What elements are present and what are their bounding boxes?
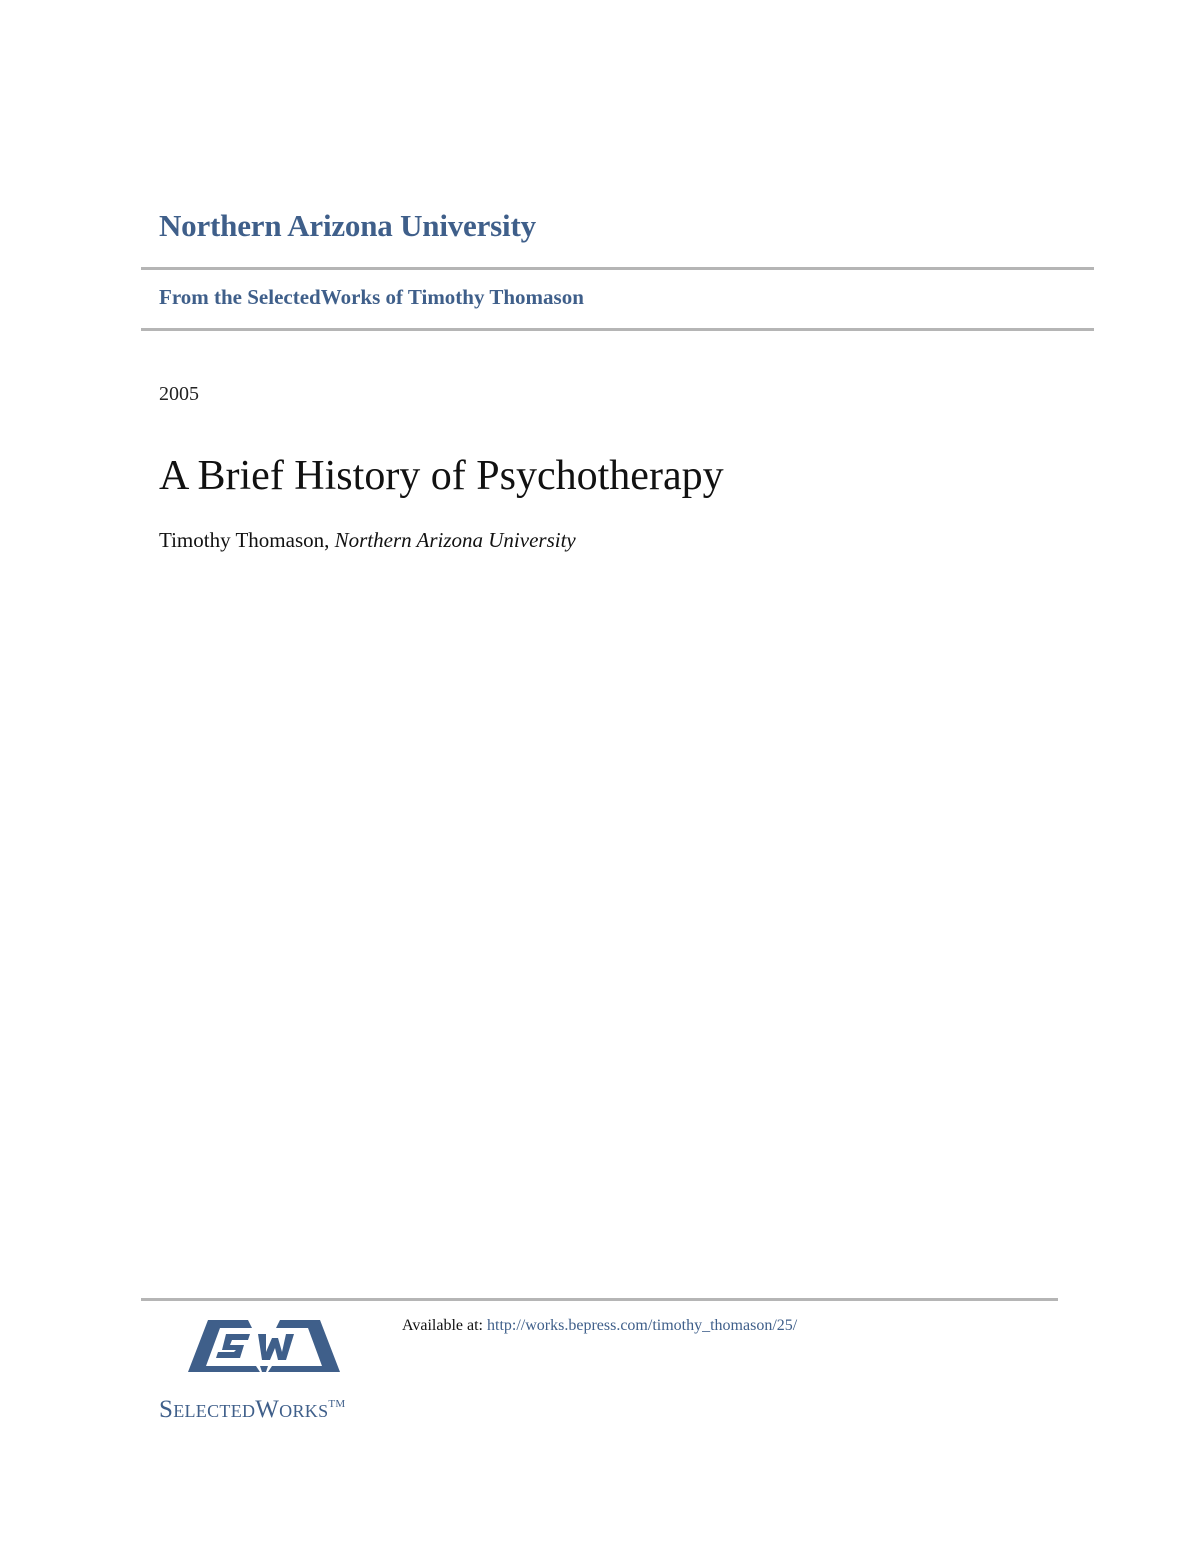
available-label: Available at:	[402, 1317, 483, 1334]
repository-link[interactable]: http://works.bepress.com/timothy_thomason/25/	[487, 1317, 798, 1334]
author-affiliation: Northern Arizona University	[334, 528, 576, 552]
author-name: Timothy Thomason,	[159, 528, 330, 552]
header-rule-top	[141, 267, 1094, 270]
document-title: A Brief History of Psychotherapy	[159, 453, 724, 499]
header-rule-bottom	[141, 328, 1094, 331]
footer-rule	[141, 1298, 1058, 1301]
publication-year: 2005	[159, 383, 199, 405]
brand-name: SelectedWorks	[159, 1396, 329, 1423]
collection-line: From the SelectedWorks of Timothy Thomason	[159, 285, 584, 309]
selectedworks-wordmark	[159, 1396, 346, 1424]
availability-line	[402, 1317, 797, 1335]
selectedworks-logo-icon	[186, 1316, 342, 1374]
trademark-mark: TM	[328, 1398, 346, 1410]
author-line	[159, 528, 576, 553]
institution-name: Northern Arizona University	[159, 208, 536, 243]
